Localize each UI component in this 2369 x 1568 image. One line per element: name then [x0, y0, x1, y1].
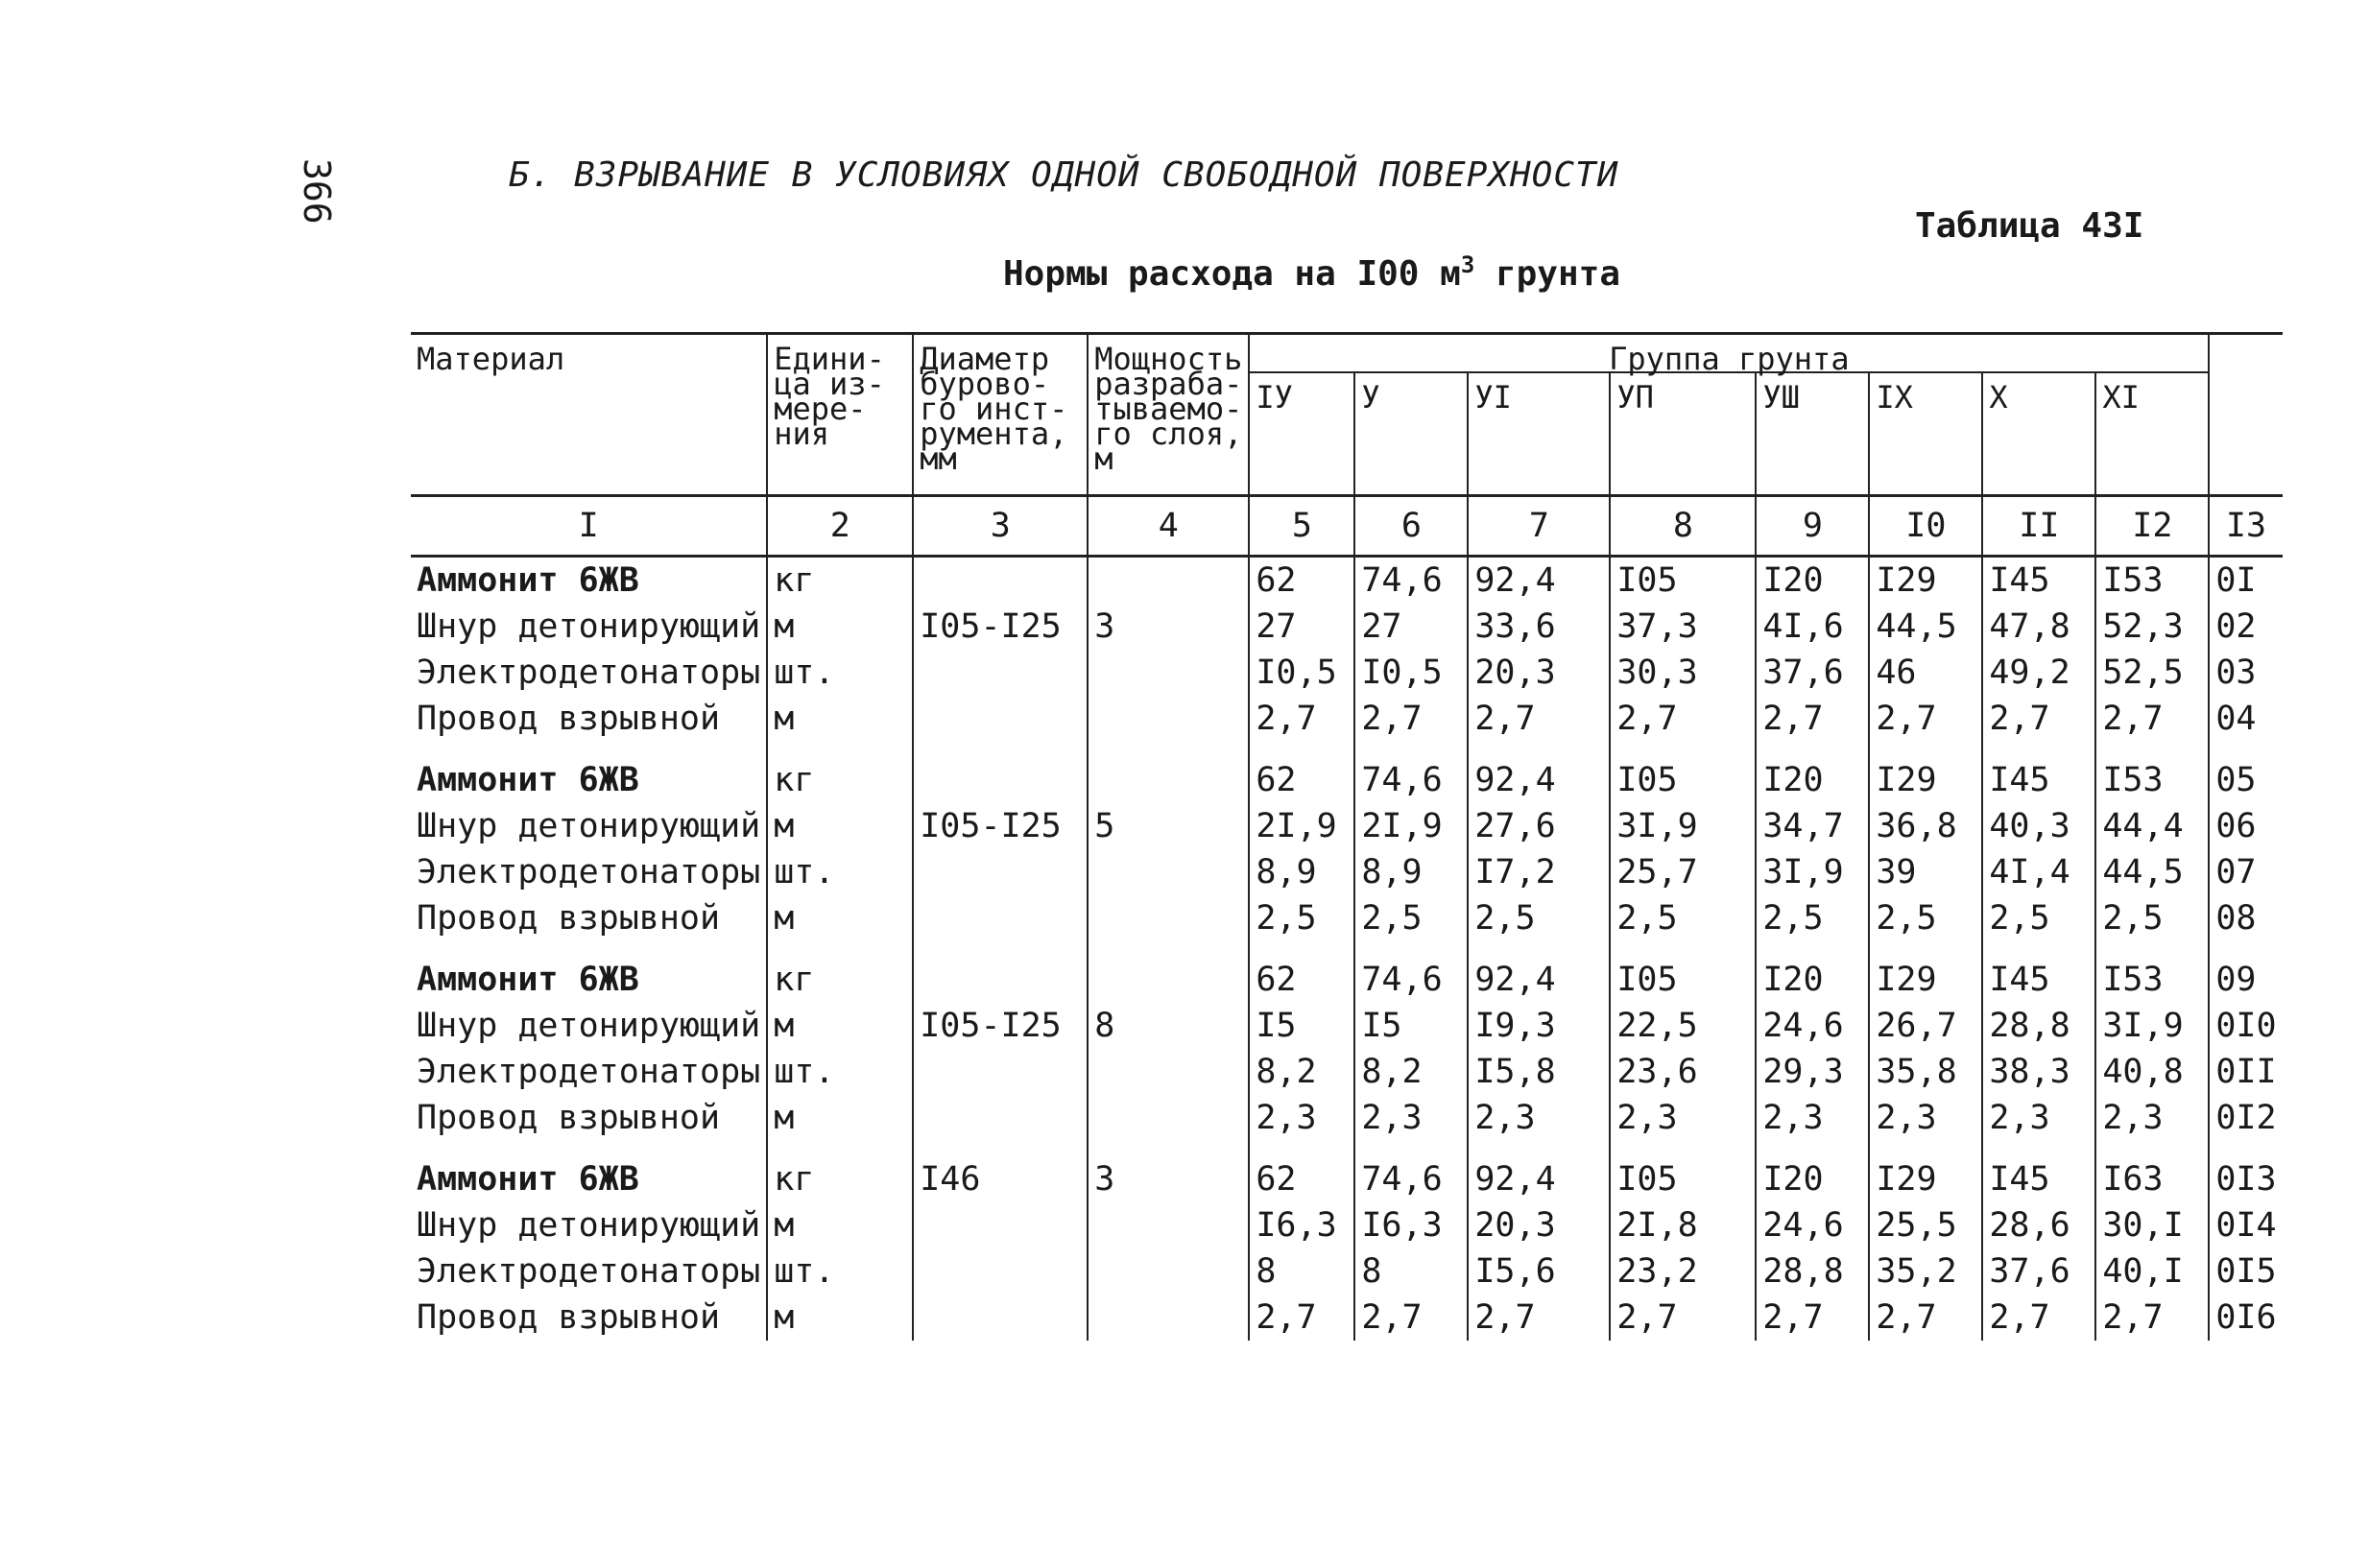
group-gap [411, 1141, 2283, 1156]
value-cell: 35,2 [1869, 1248, 1982, 1295]
value-cell: 62 [1249, 1156, 1354, 1202]
column-number: I2 [2095, 495, 2209, 556]
code-cell: 0I4 [2209, 1202, 2282, 1248]
value-cell: 2,5 [1756, 895, 1869, 941]
code-cell: 0I6 [2209, 1295, 2282, 1341]
code-cell: 04 [2209, 696, 2282, 742]
value-cell: I9,3 [1468, 1003, 1610, 1049]
value-cell: 4I,6 [1756, 604, 1869, 650]
value-cell: 39 [1869, 849, 1982, 895]
group-gap [411, 941, 2283, 957]
norms-table [411, 332, 2283, 1341]
column-number-row [411, 495, 2283, 556]
diameter-cell [913, 1049, 1088, 1095]
value-cell: I05 [1610, 757, 1756, 803]
thickness-cell [1088, 1095, 1249, 1141]
value-cell: 2,3 [1354, 1095, 1468, 1141]
value-cell: I05 [1610, 556, 1756, 604]
value-cell: 40,3 [1982, 803, 2095, 849]
unit-cell: кг [767, 1156, 913, 1202]
code-cell: 0II [2209, 1049, 2282, 1095]
column-number: 5 [1249, 495, 1354, 556]
value-cell: 92,4 [1468, 957, 1610, 1003]
value-cell: 30,3 [1610, 650, 1756, 696]
value-cell: 2,3 [1249, 1095, 1354, 1141]
value-cell: 20,3 [1468, 1202, 1610, 1248]
diameter-cell [913, 957, 1088, 1003]
value-cell: I7,2 [1468, 849, 1610, 895]
value-cell: 2I,9 [1354, 803, 1468, 849]
header-thickness: Мощность разраба- тываемо- го слоя, м [1088, 334, 1249, 496]
value-cell: 25,7 [1610, 849, 1756, 895]
material-cell: Электродетонаторы [417, 1251, 761, 1291]
diameter-cell: I46 [913, 1156, 1088, 1202]
header-group-3: УI [1468, 372, 1610, 495]
value-cell: I63 [2095, 1156, 2209, 1202]
value-cell: 2,7 [1249, 696, 1354, 742]
value-cell: I53 [2095, 556, 2209, 604]
value-cell: I29 [1869, 757, 1982, 803]
unit-cell: м [767, 803, 913, 849]
value-cell: 74,6 [1354, 957, 1468, 1003]
value-cell: 36,8 [1869, 803, 1982, 849]
value-cell: 92,4 [1468, 556, 1610, 604]
value-cell: 28,8 [1756, 1248, 1869, 1295]
thickness-cell [1088, 1248, 1249, 1295]
value-cell: I45 [1982, 757, 2095, 803]
value-cell: 28,8 [1982, 1003, 2095, 1049]
value-cell: 8,9 [1249, 849, 1354, 895]
material-cell: Провод взрывной [417, 1297, 721, 1337]
code-cell: 0I [2209, 556, 2282, 604]
diameter-cell: I05-I25 [913, 1003, 1088, 1049]
thickness-cell: 3 [1088, 1156, 1249, 1202]
value-cell: 2,5 [1610, 895, 1756, 941]
value-cell: 2,3 [1869, 1095, 1982, 1141]
value-cell: I5 [1354, 1003, 1468, 1049]
value-cell: I05 [1610, 1156, 1756, 1202]
value-cell: 3I,9 [2095, 1003, 2209, 1049]
value-cell: 2,7 [2095, 1295, 2209, 1341]
value-cell: 33,6 [1468, 604, 1610, 650]
value-cell: I45 [1982, 556, 2095, 604]
table-row [411, 757, 2283, 803]
value-cell: 92,4 [1468, 757, 1610, 803]
section-heading: Б. ВЗРЫВАНИЕ В УСЛОВИЯХ ОДНОЙ СВОБОДНОЙ ПОВЕРХНОСТИ [509, 155, 1619, 195]
diameter-cell: I05-I25 [913, 604, 1088, 650]
material-cell: Аммонит 6ЖВ [417, 1159, 639, 1199]
thickness-cell [1088, 696, 1249, 742]
diameter-cell [913, 1202, 1088, 1248]
column-number: 3 [913, 495, 1088, 556]
value-cell: I0,5 [1354, 650, 1468, 696]
table-row [411, 604, 2283, 650]
value-cell: I6,3 [1249, 1202, 1354, 1248]
value-cell: 23,2 [1610, 1248, 1756, 1295]
column-number: 6 [1354, 495, 1468, 556]
value-cell: 74,6 [1354, 1156, 1468, 1202]
value-cell: 24,6 [1756, 1003, 1869, 1049]
value-cell: 25,5 [1869, 1202, 1982, 1248]
column-number: 4 [1088, 495, 1249, 556]
value-cell: I29 [1869, 1156, 1982, 1202]
value-cell: 8 [1354, 1248, 1468, 1295]
value-cell: 37,6 [1756, 650, 1869, 696]
diameter-cell [913, 895, 1088, 941]
value-cell: 2,3 [2095, 1095, 2209, 1141]
unit-cell: шт. [767, 650, 913, 696]
unit-cell: м [767, 1295, 913, 1341]
thickness-cell: 5 [1088, 803, 1249, 849]
header-group-6: IX [1869, 372, 1982, 495]
diameter-cell [913, 849, 1088, 895]
value-cell: I45 [1982, 957, 2095, 1003]
material-cell: Шнур детонирующий [417, 1205, 761, 1245]
value-cell: 24,6 [1756, 1202, 1869, 1248]
value-cell: 37,3 [1610, 604, 1756, 650]
table-caption [1003, 251, 1620, 294]
value-cell: 62 [1249, 556, 1354, 604]
header-code [2209, 334, 2282, 496]
column-number: II [1982, 495, 2095, 556]
value-cell: 8 [1249, 1248, 1354, 1295]
value-cell: 34,7 [1756, 803, 1869, 849]
thickness-cell: 8 [1088, 1003, 1249, 1049]
material-cell: Провод взрывной [417, 898, 721, 938]
material-cell: Электродетонаторы [417, 653, 761, 692]
table-row [411, 1248, 2283, 1295]
value-cell: 4I,4 [1982, 849, 2095, 895]
table-row [411, 1003, 2283, 1049]
column-number: 9 [1756, 495, 1869, 556]
code-cell: 03 [2209, 650, 2282, 696]
value-cell: I29 [1869, 957, 1982, 1003]
code-cell: 05 [2209, 757, 2282, 803]
unit-cell: кг [767, 957, 913, 1003]
value-cell: 2,3 [1982, 1095, 2095, 1141]
value-cell: 2,7 [1610, 696, 1756, 742]
thickness-cell [1088, 1049, 1249, 1095]
caption-prefix: Нормы расхода на I00 м [1003, 254, 1461, 294]
table-number: Таблица 43I [1915, 206, 2144, 246]
value-cell: I20 [1756, 757, 1869, 803]
header-group: Группа грунта [1249, 334, 2209, 373]
thickness-cell [1088, 650, 1249, 696]
value-cell: 30,I [2095, 1202, 2209, 1248]
page-number: 366 [296, 158, 338, 225]
value-cell: 2I,9 [1249, 803, 1354, 849]
material-cell: Электродетонаторы [417, 1052, 761, 1091]
table-row [411, 650, 2283, 696]
value-cell: 44,5 [1869, 604, 1982, 650]
value-cell: 2,7 [1982, 696, 2095, 742]
code-cell: 07 [2209, 849, 2282, 895]
value-cell: I5 [1249, 1003, 1354, 1049]
material-cell: Электродетонаторы [417, 852, 761, 891]
value-cell: 49,2 [1982, 650, 2095, 696]
value-cell: 40,I [2095, 1248, 2209, 1295]
value-cell: I5,6 [1468, 1248, 1610, 1295]
value-cell: 2,5 [1249, 895, 1354, 941]
value-cell: 27,6 [1468, 803, 1610, 849]
column-number: I3 [2209, 495, 2282, 556]
thickness-cell [1088, 757, 1249, 803]
value-cell: 2,5 [2095, 895, 2209, 941]
diameter-cell [913, 556, 1088, 604]
table-row [411, 957, 2283, 1003]
code-cell: 0I2 [2209, 1095, 2282, 1141]
table-row [411, 1049, 2283, 1095]
caption-suffix: грунта [1474, 254, 1620, 294]
value-cell: 47,8 [1982, 604, 2095, 650]
diameter-cell [913, 1248, 1088, 1295]
unit-cell: кг [767, 556, 913, 604]
header-group-8: XI [2095, 372, 2209, 495]
value-cell: 2,5 [1468, 895, 1610, 941]
value-cell: I20 [1756, 957, 1869, 1003]
thickness-cell [1088, 849, 1249, 895]
unit-cell: м [767, 604, 913, 650]
value-cell: I0,5 [1249, 650, 1354, 696]
header-diameter: Диаметр бурово- го инст- румента, мм [913, 334, 1088, 496]
header-group-2: У [1354, 372, 1468, 495]
value-cell: 52,3 [2095, 604, 2209, 650]
code-cell: 0I5 [2209, 1248, 2282, 1295]
code-cell: 0I0 [2209, 1003, 2282, 1049]
value-cell: 3I,9 [1756, 849, 1869, 895]
table-row [411, 1156, 2283, 1202]
thickness-cell [1088, 1202, 1249, 1248]
table-row [411, 1202, 2283, 1248]
header-group-5: УШ [1756, 372, 1869, 495]
value-cell: 23,6 [1610, 1049, 1756, 1095]
value-cell: 2,3 [1756, 1095, 1869, 1141]
value-cell: 2,7 [1354, 696, 1468, 742]
header-group-4: УП [1610, 372, 1756, 495]
value-cell: I29 [1869, 556, 1982, 604]
material-cell: Шнур детонирующий [417, 606, 761, 646]
value-cell: I20 [1756, 1156, 1869, 1202]
material-cell: Аммонит 6ЖВ [417, 760, 639, 799]
value-cell: 3I,9 [1610, 803, 1756, 849]
value-cell: 2,5 [1354, 895, 1468, 941]
value-cell: 46 [1869, 650, 1982, 696]
group-gap [411, 742, 2283, 757]
value-cell: I53 [2095, 757, 2209, 803]
column-number: 8 [1610, 495, 1756, 556]
value-cell: 37,6 [1982, 1248, 2095, 1295]
value-cell: 2,7 [1982, 1295, 2095, 1341]
value-cell: 44,5 [2095, 849, 2209, 895]
table-row [411, 1095, 2283, 1141]
value-cell: 2,7 [1468, 696, 1610, 742]
thickness-cell [1088, 556, 1249, 604]
value-cell: 74,6 [1354, 556, 1468, 604]
header-unit: Едини- ца из- мере- ния [767, 334, 913, 496]
value-cell: 2,7 [1869, 1295, 1982, 1341]
value-cell: 2,7 [2095, 696, 2209, 742]
header-group-1: IУ [1249, 372, 1354, 495]
value-cell: 28,6 [1982, 1202, 2095, 1248]
value-cell: 2I,8 [1610, 1202, 1756, 1248]
value-cell: 2,3 [1468, 1095, 1610, 1141]
unit-cell: м [767, 1202, 913, 1248]
value-cell: 8,9 [1354, 849, 1468, 895]
table-body [411, 556, 2283, 1341]
material-cell: Провод взрывной [417, 1098, 721, 1137]
unit-cell: шт. [767, 1248, 913, 1295]
thickness-cell [1088, 957, 1249, 1003]
table-row [411, 803, 2283, 849]
unit-cell: шт. [767, 849, 913, 895]
diameter-cell: I05-I25 [913, 803, 1088, 849]
value-cell: 38,3 [1982, 1049, 2095, 1095]
table-row [411, 556, 2283, 604]
code-cell: 02 [2209, 604, 2282, 650]
unit-cell: кг [767, 757, 913, 803]
column-number: 7 [1468, 495, 1610, 556]
value-cell: 92,4 [1468, 1156, 1610, 1202]
value-cell: 27 [1354, 604, 1468, 650]
code-cell: 08 [2209, 895, 2282, 941]
value-cell: 20,3 [1468, 650, 1610, 696]
header-row-top [411, 334, 2283, 373]
value-cell: 2,7 [1249, 1295, 1354, 1341]
table-row [411, 849, 2283, 895]
diameter-cell [913, 1295, 1088, 1341]
value-cell: I20 [1756, 556, 1869, 604]
value-cell: 29,3 [1756, 1049, 1869, 1095]
value-cell: I5,8 [1468, 1049, 1610, 1095]
value-cell: 35,8 [1869, 1049, 1982, 1095]
value-cell: 62 [1249, 757, 1354, 803]
value-cell: 8,2 [1249, 1049, 1354, 1095]
value-cell: 2,7 [1610, 1295, 1756, 1341]
material-cell: Аммонит 6ЖВ [417, 560, 639, 600]
table-row [411, 895, 2283, 941]
value-cell: 2,7 [1468, 1295, 1610, 1341]
column-number: 2 [767, 495, 913, 556]
thickness-cell [1088, 895, 1249, 941]
value-cell: 8,2 [1354, 1049, 1468, 1095]
unit-cell: м [767, 895, 913, 941]
value-cell: 62 [1249, 957, 1354, 1003]
diameter-cell [913, 1095, 1088, 1141]
column-number: I0 [1869, 495, 1982, 556]
code-cell: 09 [2209, 957, 2282, 1003]
value-cell: 2,3 [1610, 1095, 1756, 1141]
value-cell: 2,7 [1869, 696, 1982, 742]
value-cell: 27 [1249, 604, 1354, 650]
diameter-cell [913, 757, 1088, 803]
value-cell: 2,7 [1354, 1295, 1468, 1341]
value-cell: 44,4 [2095, 803, 2209, 849]
unit-cell: м [767, 696, 913, 742]
value-cell: 40,8 [2095, 1049, 2209, 1095]
value-cell: 2,5 [1982, 895, 2095, 941]
value-cell: I6,3 [1354, 1202, 1468, 1248]
thickness-cell [1088, 1295, 1249, 1341]
code-cell: 06 [2209, 803, 2282, 849]
material-cell: Шнур детонирующий [417, 1006, 761, 1045]
unit-cell: м [767, 1095, 913, 1141]
caption-sup: 3 [1460, 251, 1475, 278]
material-cell: Провод взрывной [417, 699, 721, 738]
header-group-7: X [1982, 372, 2095, 495]
value-cell: 52,5 [2095, 650, 2209, 696]
value-cell: 2,7 [1756, 696, 1869, 742]
code-cell: 0I3 [2209, 1156, 2282, 1202]
table-row [411, 1295, 2283, 1341]
value-cell: I45 [1982, 1156, 2095, 1202]
header-material: Материал [411, 334, 767, 496]
value-cell: 2,5 [1869, 895, 1982, 941]
value-cell: 22,5 [1610, 1003, 1756, 1049]
value-cell: 74,6 [1354, 757, 1468, 803]
value-cell: 26,7 [1869, 1003, 1982, 1049]
value-cell: I53 [2095, 957, 2209, 1003]
table-row [411, 696, 2283, 742]
value-cell: I05 [1610, 957, 1756, 1003]
material-cell: Шнур детонирующий [417, 806, 761, 845]
thickness-cell: 3 [1088, 604, 1249, 650]
value-cell: 2,7 [1756, 1295, 1869, 1341]
diameter-cell [913, 696, 1088, 742]
diameter-cell [913, 650, 1088, 696]
material-cell: Аммонит 6ЖВ [417, 960, 639, 999]
column-number: I [411, 495, 767, 556]
unit-cell: шт. [767, 1049, 913, 1095]
unit-cell: м [767, 1003, 913, 1049]
